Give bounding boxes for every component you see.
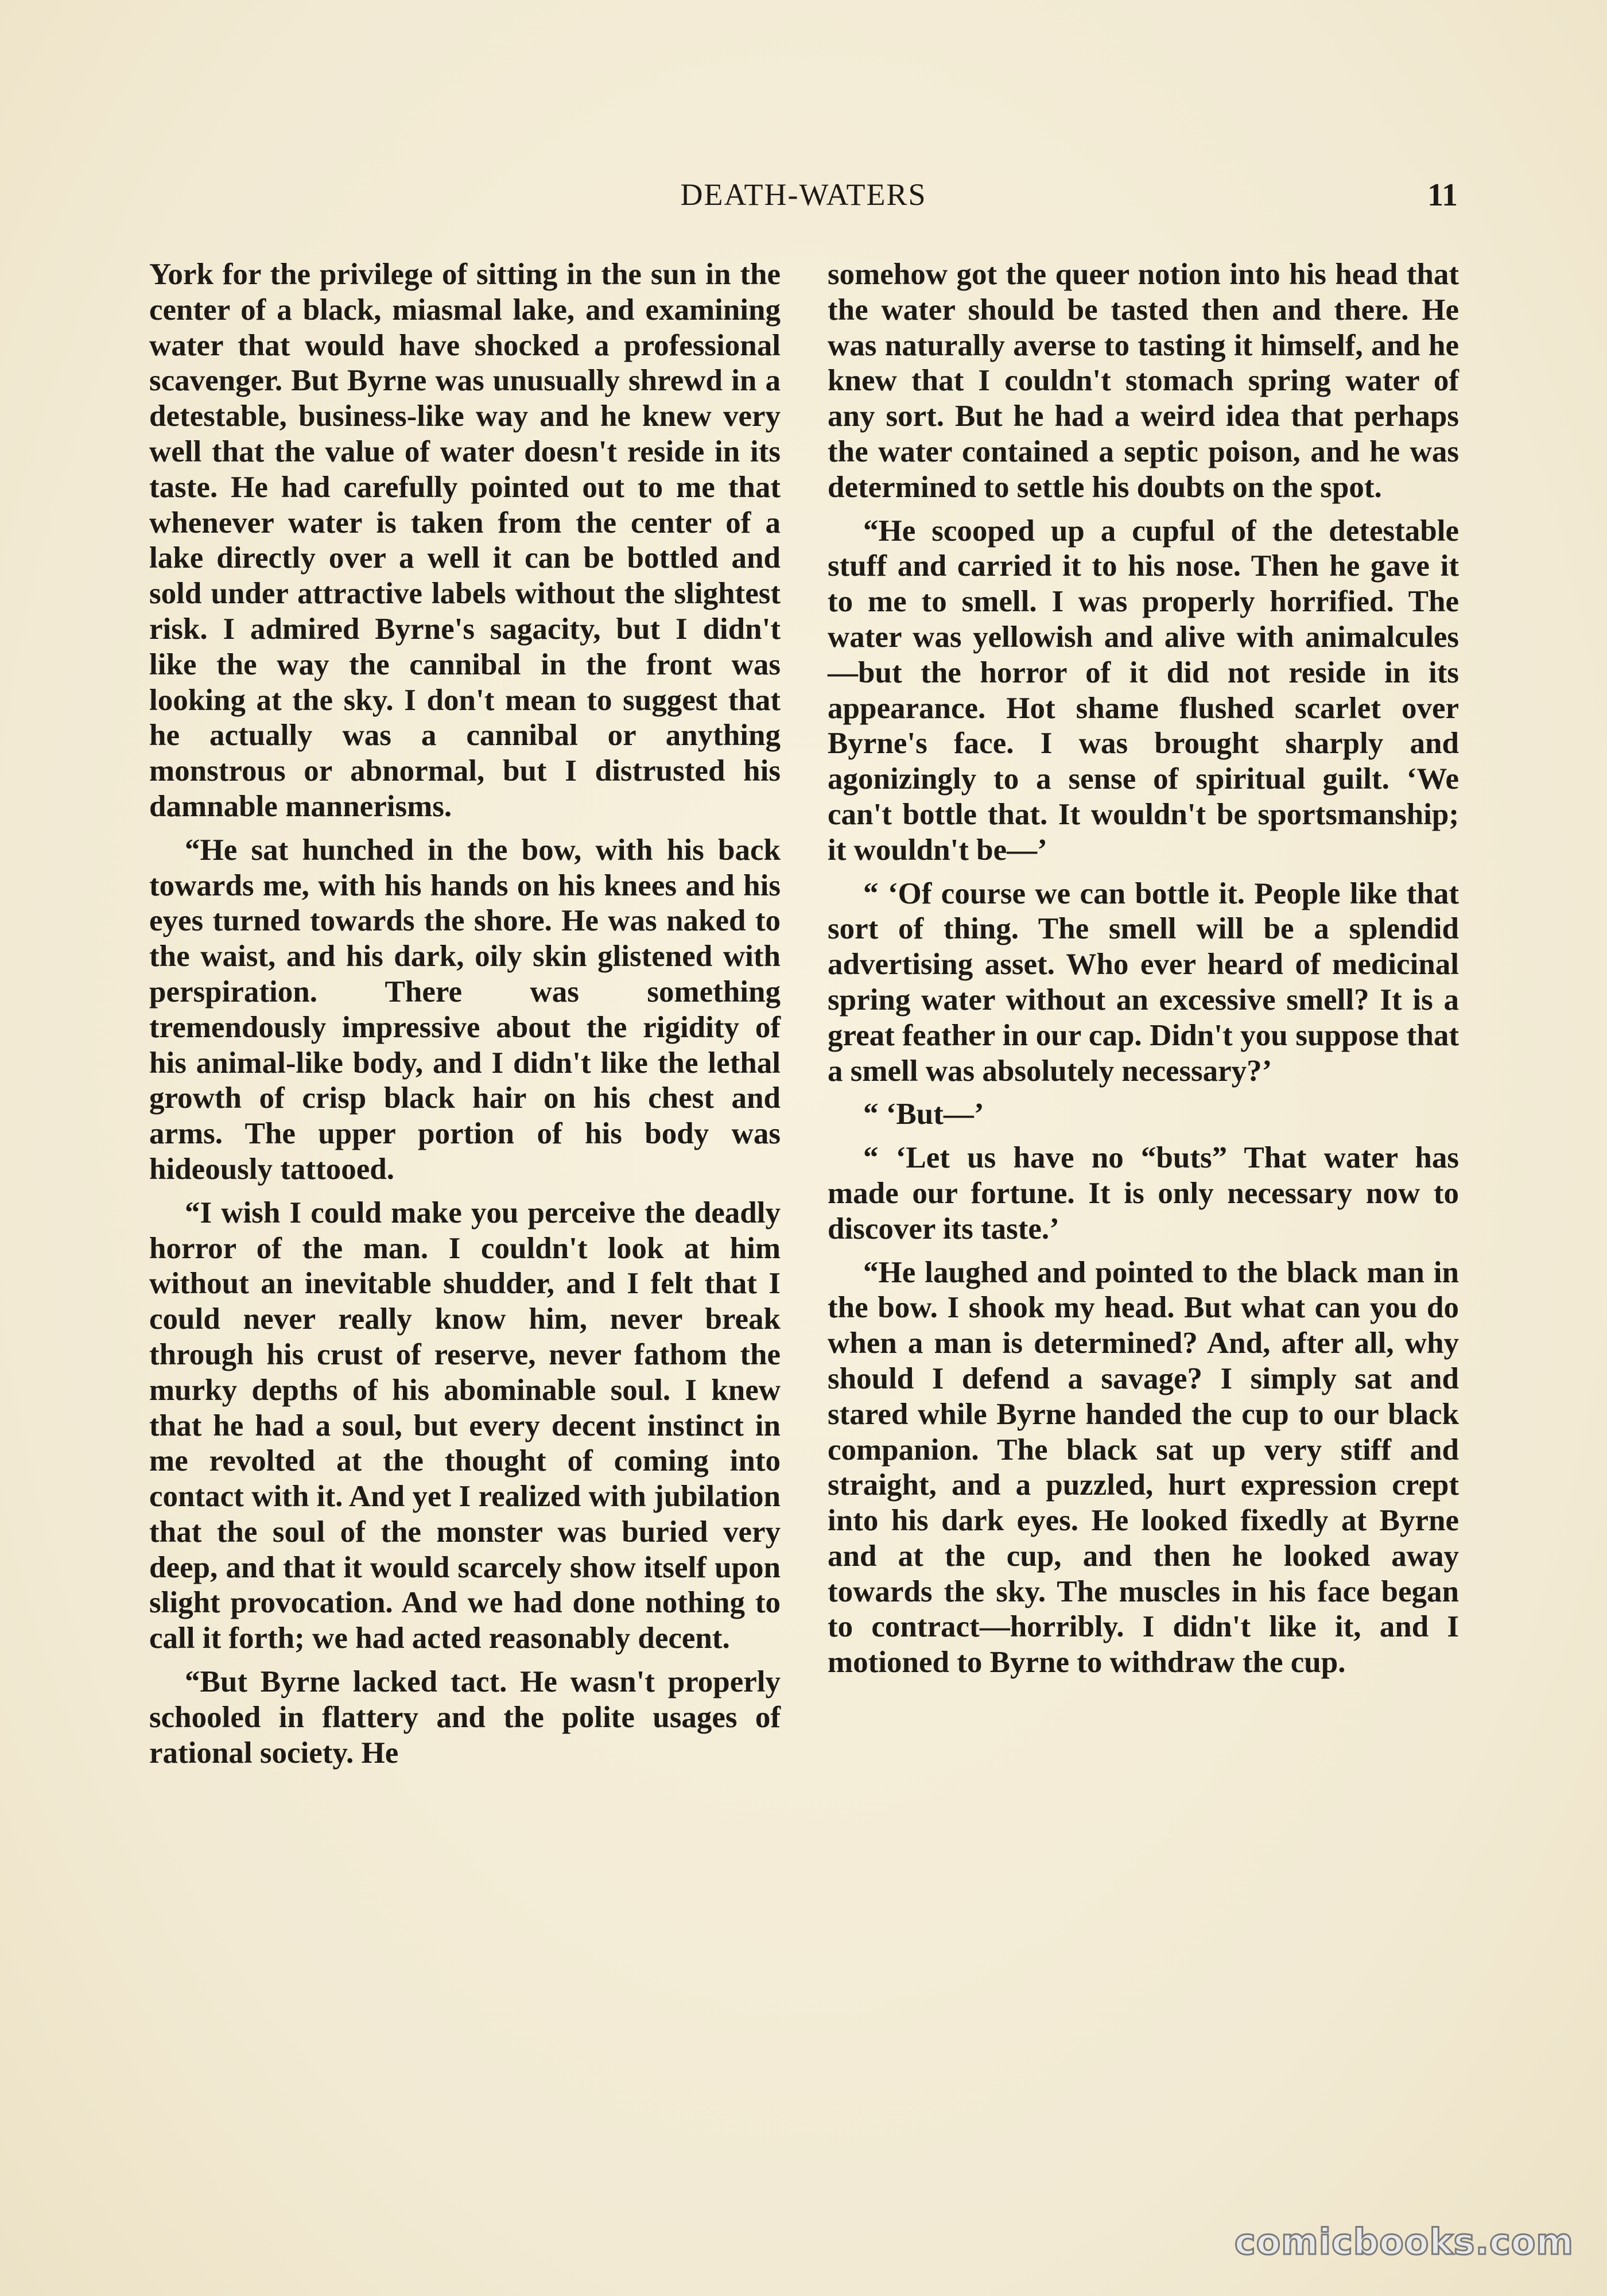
- running-head: [149, 177, 1458, 217]
- paragraph: “ ‘But—’: [863, 1097, 984, 1131]
- left-column: [149, 257, 781, 1779]
- paragraph: “ ‘Let us have no “buts” That water has made our fortune. It is only necessary now to discover its taste.’: [828, 1141, 1459, 1246]
- paragraph: York for the privilege of sitting in the sun in the center of a black, miasmal lake, and examining water that would have shocked a professional scavenger. But Byrne was unusually shrewd in a detestable, business-like way and he knew very well that the value of water doesn't reside in its taste. He had carefully pointed out to me that whenever water is taken from the center of a lake directly over a well it can be bottled and sold under attractive labels without the slightest risk. I admired Byrne's sagacity, but I didn't like the way the cannibal in the front was looking at the sky. I don't mean to suggest that he actually was a cannibal or anything monstrous or abnormal, but I distrusted his damnable mannerisms.: [149, 258, 781, 823]
- running-title: DEATH-WATERS: [680, 177, 927, 212]
- right-column: [828, 257, 1459, 1689]
- watermark-logo: comicbooks.com: [1234, 2221, 1574, 2263]
- paragraph: somehow got the queer notion into his head that the water should be tasted then and there. He was naturally averse to tasting it himself, and he knew that I couldn't stomach spring water of any sort. But he had a weird idea that perhaps the water contained a septic poison, and he was determined to settle his doubts on the spot.: [828, 258, 1459, 504]
- paragraph: “ ‘Of course we can bottle it. People like that sort of thing. The smell will be a splendid advertising asset. Who ever heard of medicinal spring water without an excessive smell? It is a great feather in our cap. Didn't you suppose that a smell was absolutely necessary?’: [828, 876, 1459, 1088]
- paragraph: “But Byrne lacked tact. He wasn't properly schooled in flattery and the polite usages of rational society. He: [149, 1665, 781, 1770]
- paragraph: “He sat hunched in the bow, with his back towards me, with his hands on his knees and his eyes turned towards the shore. He was naked to the waist, and his dark, oily skin glistened with perspiration. There was something tremendously impressive about the rigidity of his animal-like body, and I didn't like the lethal growth of crisp black hair on his chest and arms. The upper portion of his body was hideously tattooed.: [149, 833, 781, 1186]
- paragraph: “I wish I could make you perceive the deadly horror of the man. I couldn't look at him without an inevitable shudder, and I felt that I could never really know him, never break through his crust of reserve, never fathom the murky depths of his abominable soul. I knew that he had a soul, but every decent instinct in me revolted at the thought of coming into contact with it. And yet I realized with jubilation that the soul of the monster was buried very deep, and that it would scarcely show itself upon slight provocation. And we had done nothing to call it forth; we had acted reasonably decent.: [149, 1196, 781, 1655]
- paragraph: “He scooped up a cupful of the detestable stuff and carried it to his nose. Then he gave it to me to smell. I was properly horrified. The water was yellowish and alive with animalcules—but the horror of it did not reside in its appearance. Hot shame flushed scarlet over Byrne's face. I was brought sharply and agonizingly to a sense of spiritual guilt. ‘We can't bottle that. It wouldn't be sportsmanship; it wouldn't be—’: [828, 514, 1459, 867]
- page-number: 11: [1427, 177, 1458, 213]
- paragraph: “He laughed and pointed to the black man in the bow. I shook my head. But what can you do when a man is determined? And, after all, why should I defend a savage? I simply sat and stared while Byrne handed the cup to our black companion. The black sat up very stiff and straight, and a puzzled, hurt expression crept into his dark eyes. He looked fixedly at Byrne and at the cup, and then he looked away towards the sky. The muscles in his face began to contract—horribly. I didn't like it, and I motioned to Byrne to withdraw the cup.: [828, 1255, 1459, 1680]
